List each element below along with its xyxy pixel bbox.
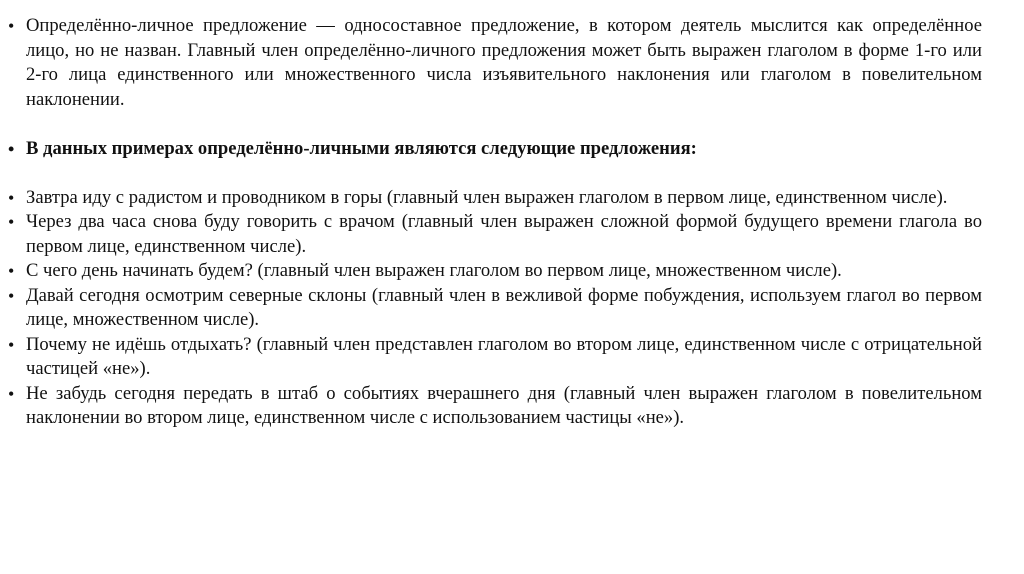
examples-heading-text: В данных примерах определённо-личными являются следующие предложения: bbox=[26, 137, 697, 159]
list-item-example-3 bbox=[8, 259, 982, 284]
list-item-example-1 bbox=[8, 186, 982, 211]
example-text: Почему не идёшь отдыхать? (главный член представлен глаголом во втором лице, единственном числе с отрицательной частицей «не»). bbox=[26, 333, 982, 379]
definition-text: Определённо-личное предложение — односоставное предложение, в котором деятель мыслится как определённое лицо, но не назван. Главный член определённо-личного предложения может быть выражен глаголом в форме 1-го или 2-го лица единственного или множественного числа изъявительного наклонения или глаголом в повелительном наклонении. bbox=[26, 15, 982, 110]
list-item-example-5 bbox=[8, 333, 982, 382]
bullet-list bbox=[8, 14, 982, 431]
example-text: Завтра иду с радистом и проводником в горы (главный член выражен глаголом в первом лице, единственном числе). bbox=[26, 186, 948, 208]
bullet-icon: • bbox=[8, 261, 15, 281]
example-text: С чего день начинать будем? (главный член выражен глаголом во первом лице, множественном числе). bbox=[26, 260, 842, 281]
list-item-example-4 bbox=[8, 284, 982, 333]
bullet-icon: • bbox=[8, 212, 15, 232]
bullet-icon: • bbox=[8, 383, 15, 404]
example-text: Давай сегодня осмотрим северные склоны (главный член в вежливой форме побуждения, используем глагол во первом лице, множественном числе). bbox=[26, 284, 982, 330]
bullet-icon: • bbox=[8, 138, 15, 159]
list-item-examples-heading bbox=[8, 137, 982, 162]
bullet-icon: • bbox=[8, 334, 15, 355]
example-text: Через два часа снова буду говорить с врачом (главный член выражен сложной формой будущего времени глагола во первом лице, единственном числе). bbox=[26, 211, 982, 257]
list-item-example-2 bbox=[8, 210, 982, 259]
bullet-icon: • bbox=[8, 285, 15, 306]
list-item-definition bbox=[8, 14, 982, 112]
example-text: Не забудь сегодня передать в штаб о событиях вчерашнего дня (главный член выражен глаголом в повелительном наклонении во втором лице, единственном числе с использованием частицы «не»). bbox=[26, 382, 982, 428]
list-item-example-6 bbox=[8, 382, 982, 431]
bullet-icon: • bbox=[8, 187, 15, 208]
bullet-icon: • bbox=[8, 16, 15, 36]
